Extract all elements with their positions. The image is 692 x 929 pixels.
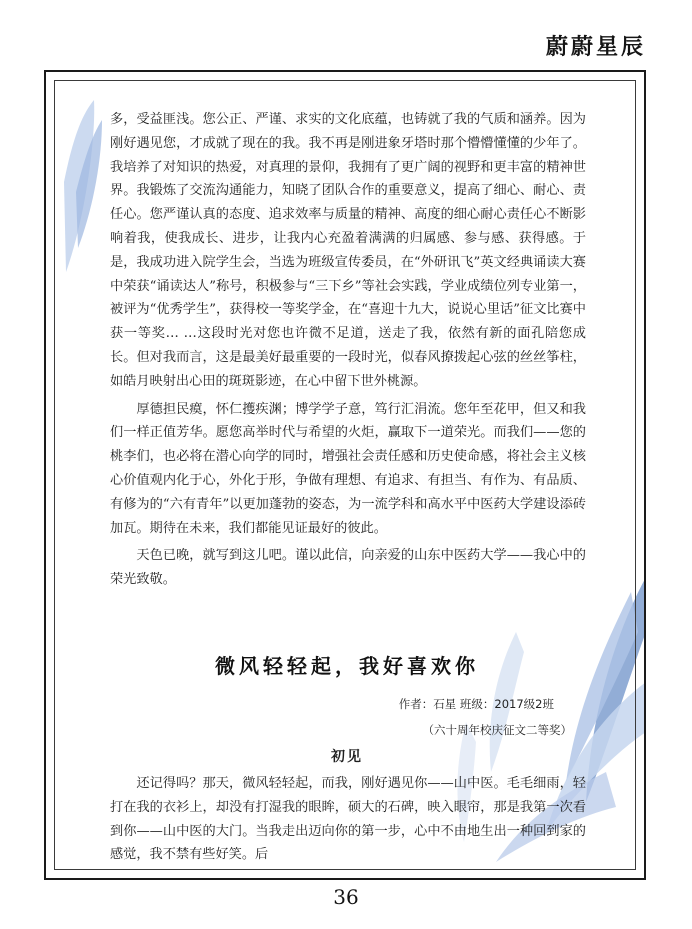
letter-body	[110, 108, 586, 592]
article-award: （六十周年校庆征文二等奖）	[422, 723, 572, 737]
body-paragraph: 厚德担民瘼，怀仁擭疾渊；博学学子意，笃行汇涓流。您年至花甲，但又和我们一样正值芳华。愿您高举时代与希望的火炬，赢取下一道荣光。而我们——您的桃李们，也必将在潜心向学的同时，增强社会责任感和历史使命感，将社会主义核心价值观内化于心，外化于形，争做有理想、有追求、有担当、有作为、有品质、有修为的“六有青年”以更加蓬勃的姿态，为一流学科和高水平中医药大学建设添砖加瓦。期待在未来，我们都能见证最好的彼此。	[110, 401, 586, 536]
body-paragraph: 多，受益匪浅。您公正、严谨、求实的文化底蕴，也铸就了我的气质和涵养。因为刚好遇见您，才成就了现在的我。我不再是刚进象牙塔时那个懵懵懂懂的少年了。我培养了对知识的热爱，对真理的景仰，我拥有了更广阔的视野和更丰富的精神世界。我锻炼了交流沟通能力，知晓了团队合作的重要意义，提高了细心、耐心、责任心。您严谨认真的态度、追求效率与质量的精神、高度的细心耐心责任心不断影响着我，使我成长、进步，让我内心充盈着满满的归属感、参与感、获得感。于是，我成功进入院学生会，当选为班级宣传委员，在“外研讯飞”英文经典诵读大赛中荣获“诵读达人”称号，积极参与“三下乡”等社会实践，学业成绩位列专业第一，被评为“优秀学生”，获得校一等奖学金，在“喜迎十九大，说说心里话”征文比赛中获一等奖… …这段时光对您也许微不足道，送走了我，依然有新的面孔陪您成长。但对我而言，这是最美好最重要的一段时光，似春风撩拨起心弦的丝丝筝柱，如皓月映射出心田的斑斑影迹，在心中留下世外桃源。	[110, 112, 586, 389]
section-heading: 初见	[331, 749, 363, 765]
article-body	[110, 772, 586, 867]
body-paragraph: 天色已晚，就写到这儿吧。谨以此信，向亲爱的山东中医药大学——我心中的荣光致敬。	[110, 548, 586, 588]
header-title: 蔚蔚星辰	[545, 34, 646, 60]
article-paragraph: 还记得吗？那天，微风轻轻起，而我，刚好遇见你——山中医。毛毛细雨，轻打在我的衣衫上，却没有打湿我的眼眸，硕大的石碑，映入眼帘，那是我第一次看到你——山中医的大门。当我走出迈向你的第一步，心中不由地生出一种回到家的感觉，我不禁有些好笑。后	[110, 776, 586, 863]
page-number: 36	[333, 885, 359, 909]
page-frame	[44, 70, 646, 880]
article-title: 微风轻轻起，我好喜欢你	[215, 654, 479, 678]
article-author: 作者：石星 班级：2017级2班	[398, 697, 554, 711]
